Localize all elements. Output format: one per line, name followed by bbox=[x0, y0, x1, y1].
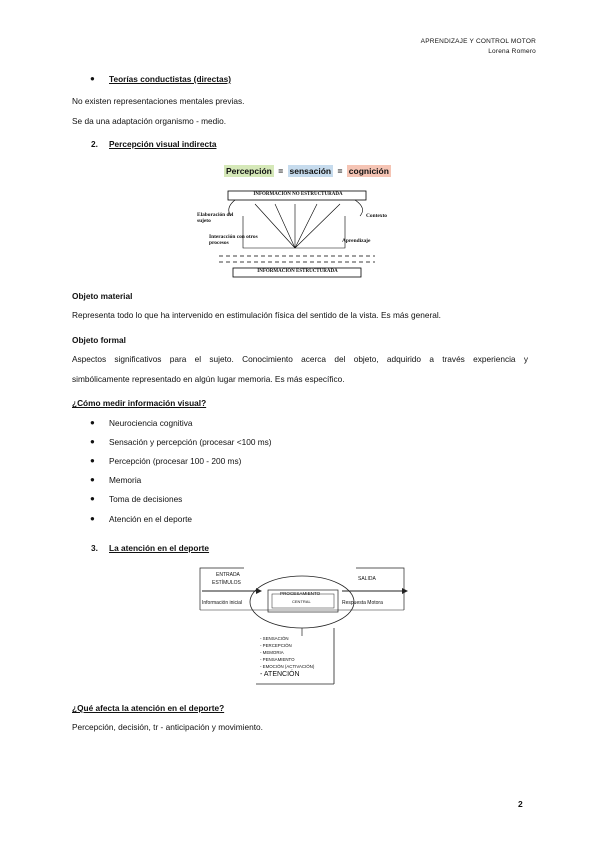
paragraph-line: No existen representaciones mentales previas. bbox=[72, 96, 245, 106]
question-medir: ¿Cómo medir información visual? bbox=[72, 398, 207, 408]
top-box-label: INFORMACIÓN NO ESTRUCTURADA bbox=[253, 192, 343, 197]
objeto-formal-line2: simbólicamente representado en algún lugar memoria. Es más específico. bbox=[72, 374, 345, 384]
bullet-icon: ● bbox=[90, 456, 95, 465]
atencion-label: - ATENCIÓN bbox=[260, 671, 300, 678]
procesamiento-label: PROCESAMIENTO bbox=[280, 591, 321, 596]
page-number: 2 bbox=[518, 799, 523, 809]
bullet-icon: ● bbox=[90, 437, 95, 446]
section-title: Percepción visual indirecta bbox=[109, 139, 217, 149]
afecta-answer: Percepción, decisión, tr - anticipación y movimiento. bbox=[72, 722, 263, 732]
header-course: APRENDIZAJE Y CONTROL MOTOR bbox=[420, 38, 536, 45]
list-item: Memoria bbox=[109, 475, 142, 485]
perception-diagram bbox=[195, 186, 410, 286]
list-item: Percepción (procesar 100 - 200 ms) bbox=[109, 456, 242, 466]
attention-diagram bbox=[196, 566, 410, 688]
bullet-icon: ● bbox=[90, 514, 95, 523]
process-list-item: - SENSACIÓN bbox=[260, 636, 289, 641]
info-inicial-label: Información inicial bbox=[202, 600, 243, 606]
section-title: La atención en el deporte bbox=[109, 543, 210, 553]
header-author: Lorena Romero bbox=[488, 48, 536, 55]
process-list-item: - EMOCIÓN (ACTIVACIÓN) bbox=[260, 664, 315, 669]
objeto-formal-line1: Aspectos significativos para el sujeto. Conocimiento acerca del objeto, adquirido a través experiencia y bbox=[72, 354, 528, 364]
eq-sensation: sensación bbox=[289, 166, 332, 176]
eq-perception: Percepción bbox=[226, 166, 272, 176]
salida-label: SALIDA bbox=[358, 576, 376, 582]
perception-equation bbox=[224, 166, 391, 176]
list-item: Neurociencia cognitiva bbox=[109, 418, 193, 428]
bullet-icon: ● bbox=[90, 475, 95, 484]
left-label: Elaboración del sujeto bbox=[197, 212, 234, 225]
process-list-item: - PENSAMIENTO bbox=[260, 657, 295, 662]
eq-separator: = bbox=[335, 166, 345, 176]
learning-label: Aprendizaje bbox=[342, 238, 371, 244]
interaction-label: Interacción con otros procesos bbox=[209, 234, 258, 247]
bullet-icon: ● bbox=[90, 74, 95, 83]
eq-cognition: cognición bbox=[348, 166, 389, 176]
central-label: CENTRAL bbox=[292, 599, 311, 604]
list-item: Atención en el deporte bbox=[109, 514, 193, 524]
estimulos-label: ESTÍMULOS bbox=[212, 580, 241, 586]
eq-separator: = bbox=[275, 166, 286, 176]
bullet-icon: ● bbox=[90, 418, 95, 427]
process-list-item: - MEMORIA bbox=[260, 650, 284, 655]
heading-objeto-material: Objeto material bbox=[72, 291, 133, 301]
list-item: Sensación y percepción (procesar <100 ms) bbox=[109, 437, 272, 447]
heading-objeto-formal: Objeto formal bbox=[72, 335, 126, 345]
respuesta-label: Respuesta Motora bbox=[342, 600, 383, 606]
paragraph-line: Se da una adaptación organismo - medio. bbox=[72, 116, 227, 126]
objeto-material-text: Representa todo lo que ha intervenido en estimulación física del sentido de la vista. Es más general. bbox=[72, 310, 441, 320]
bullet-title: Teorías conductistas (directas) bbox=[109, 74, 232, 84]
section-number: 3. bbox=[91, 543, 98, 553]
process-list-item: - PERCEPCIÓN bbox=[260, 643, 292, 648]
bottom-box-label: INFORMACIÓN ESTRUCTURADA bbox=[257, 269, 338, 274]
right-label: Contexto bbox=[366, 213, 387, 219]
bullet-icon: ● bbox=[90, 494, 95, 503]
entrada-label: ENTRADA bbox=[216, 572, 240, 578]
list-item: Toma de decisiones bbox=[109, 494, 183, 504]
section-number: 2. bbox=[91, 139, 98, 149]
question-afecta: ¿Qué afecta la atención en el deporte? bbox=[72, 703, 225, 713]
